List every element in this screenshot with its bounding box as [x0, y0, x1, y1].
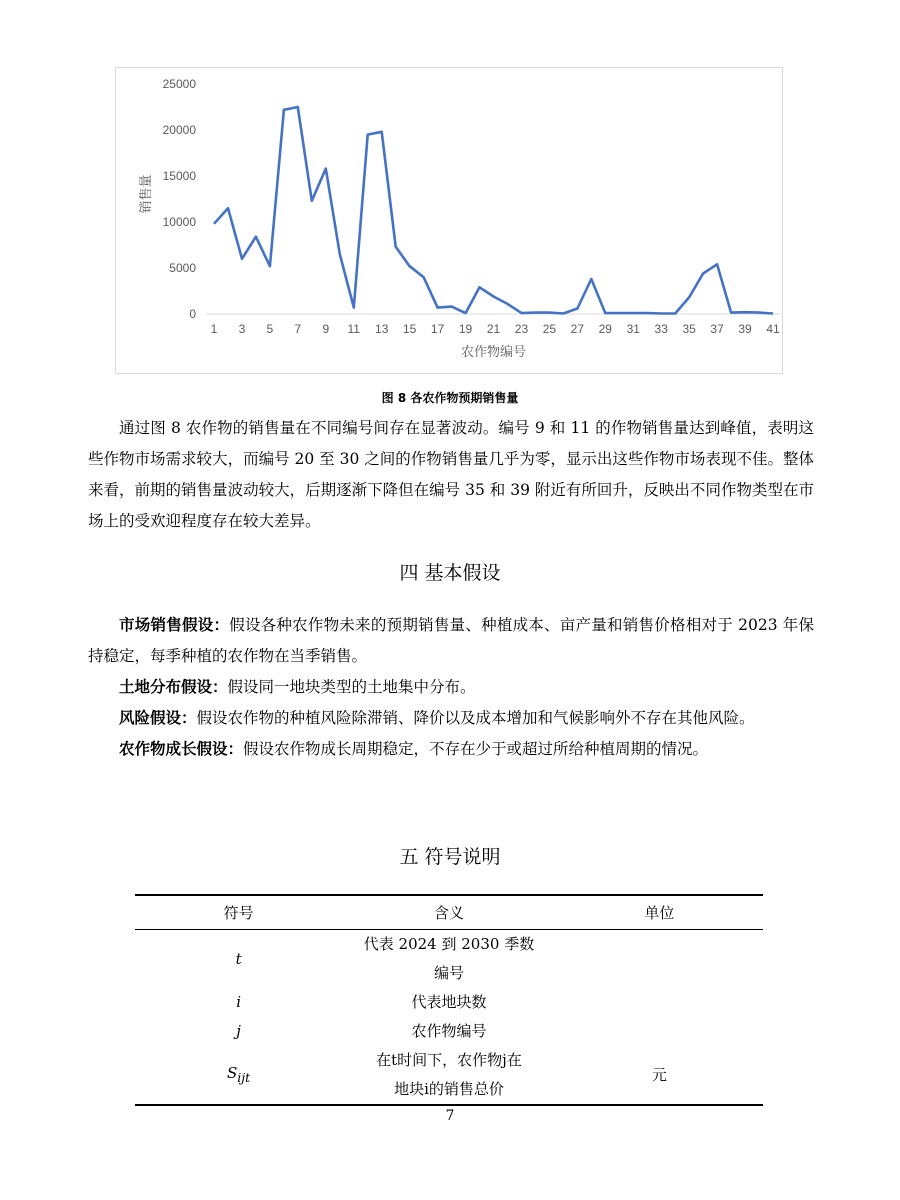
x-tick-label: 41 — [766, 322, 780, 336]
header-unit: 单位 — [644, 904, 675, 922]
x-tick-label: 39 — [738, 322, 752, 336]
assumption-label: 风险假设： — [119, 709, 197, 727]
page-number: 7 — [445, 1108, 455, 1124]
analysis-text: 通过图 8 农作物的销售量在不同编号间存在显著波动。编号 9 和 11 的作物销售量达到峰值，表明这些作物市场需求较大，而编号 20 至 30 之间的作物销售量几乎为零，显示出这些作物市场表现不佳。整体来看，前期的销售量波动较大，后期逐渐下降但在编号 35 和 39 附近有所回升，反映出不同作物类型在市场上的受欢迎程度存在较大差异。 — [88, 419, 814, 530]
unit-cell — [556, 1017, 763, 1046]
assumption-text: 假设农作物的种植风险除滞销、降价以及成本增加和气候影响外不存在其他风险。 — [196, 709, 755, 727]
meaning-line: 在t时间下，农作物j在 — [376, 1051, 522, 1069]
y-tick-label: 15000 — [162, 169, 196, 183]
x-tick-label: 35 — [682, 322, 696, 336]
symbol-cell: i — [236, 993, 242, 1011]
analysis-paragraph — [88, 413, 814, 537]
x-tick-label: 25 — [542, 322, 557, 336]
table-row — [135, 988, 763, 1017]
table-header-row — [135, 895, 763, 930]
meaning-line: 代表 2024 到 2030 季数 — [363, 935, 535, 953]
x-axis-title: 农作物编号 — [460, 344, 527, 359]
x-tick-label: 27 — [570, 322, 585, 336]
x-tick-label: 17 — [430, 322, 445, 336]
x-tick-label: 19 — [458, 322, 473, 336]
meaning-line: 编号 — [433, 964, 464, 982]
x-tick-label: 13 — [375, 322, 389, 336]
header-symbol: 符号 — [223, 904, 254, 922]
assumption-text: 假设各种农作物未来的预期销售量、种植成本、亩产量和销售价格相对于 2023 年保持稳定，每季种植的农作物在当季销售。 — [88, 616, 814, 665]
unit-cell: 元 — [651, 1065, 667, 1084]
section-5-title: 五 符号说明 — [399, 846, 501, 868]
assumption-label: 农作物成长假设： — [119, 740, 244, 758]
assumption-land — [88, 672, 814, 703]
symbol-cell: t — [235, 949, 242, 968]
assumption-label: 市场销售假设： — [119, 616, 230, 634]
x-tick-label: 5 — [266, 322, 274, 336]
y-axis-title: 销售量 — [138, 174, 153, 214]
sales-line-chart — [115, 67, 783, 374]
section-4-title: 四 基本假设 — [399, 562, 501, 584]
table-row — [135, 1017, 763, 1046]
meaning-cell: 农作物编号 — [411, 1022, 487, 1040]
x-tick-label: 23 — [514, 322, 529, 336]
meaning-cell — [342, 930, 556, 989]
x-tick-label: 37 — [710, 322, 724, 336]
header-meaning: 含义 — [433, 904, 464, 922]
chart-canvas — [116, 68, 784, 375]
x-tick-label: 31 — [626, 322, 640, 336]
x-tick-label: 15 — [402, 322, 417, 336]
table-row — [135, 1046, 763, 1105]
x-tick-label: 21 — [486, 322, 501, 336]
y-tick-label: 5000 — [169, 261, 196, 275]
table-row — [135, 930, 763, 989]
y-tick-label: 10000 — [162, 215, 196, 229]
x-tick-label: 11 — [347, 322, 360, 336]
meaning-cell — [342, 1046, 556, 1105]
assumption-label: 土地分布假设： — [119, 678, 228, 696]
symbol-cell: j — [236, 1022, 241, 1040]
meaning-cell: 代表地块数 — [411, 993, 487, 1011]
symbol-base: S — [227, 1063, 238, 1082]
assumption-text: 假设同一地块类型的土地集中分布。 — [227, 678, 476, 696]
symbol-subscript: ijt — [237, 1069, 251, 1085]
assumption-growth — [88, 734, 814, 765]
assumption-text: 假设农作物成长周期稳定，不存在少于或超过所给种植周期的情况。 — [243, 740, 709, 758]
unit-cell — [556, 930, 763, 989]
x-tick-label: 1 — [210, 322, 218, 336]
figure-caption: 图 8 各农作物预期销售量 — [381, 391, 519, 405]
y-tick-label: 0 — [189, 307, 196, 321]
symbol-table — [135, 894, 763, 1106]
symbol-cell — [135, 1046, 342, 1105]
series-line — [214, 107, 773, 314]
x-tick-label: 7 — [294, 322, 302, 336]
unit-cell — [556, 988, 763, 1017]
assumption-market — [88, 610, 814, 672]
x-tick-label: 9 — [322, 322, 330, 336]
x-tick-label: 3 — [238, 322, 246, 336]
meaning-line: 地块i的销售总价 — [394, 1080, 504, 1098]
assumption-risk — [88, 703, 814, 734]
assumptions-list — [88, 610, 814, 765]
y-tick-label: 20000 — [162, 123, 196, 137]
x-tick-label: 29 — [598, 322, 612, 336]
y-tick-label: 25000 — [162, 77, 196, 91]
x-tick-label: 33 — [654, 322, 668, 336]
